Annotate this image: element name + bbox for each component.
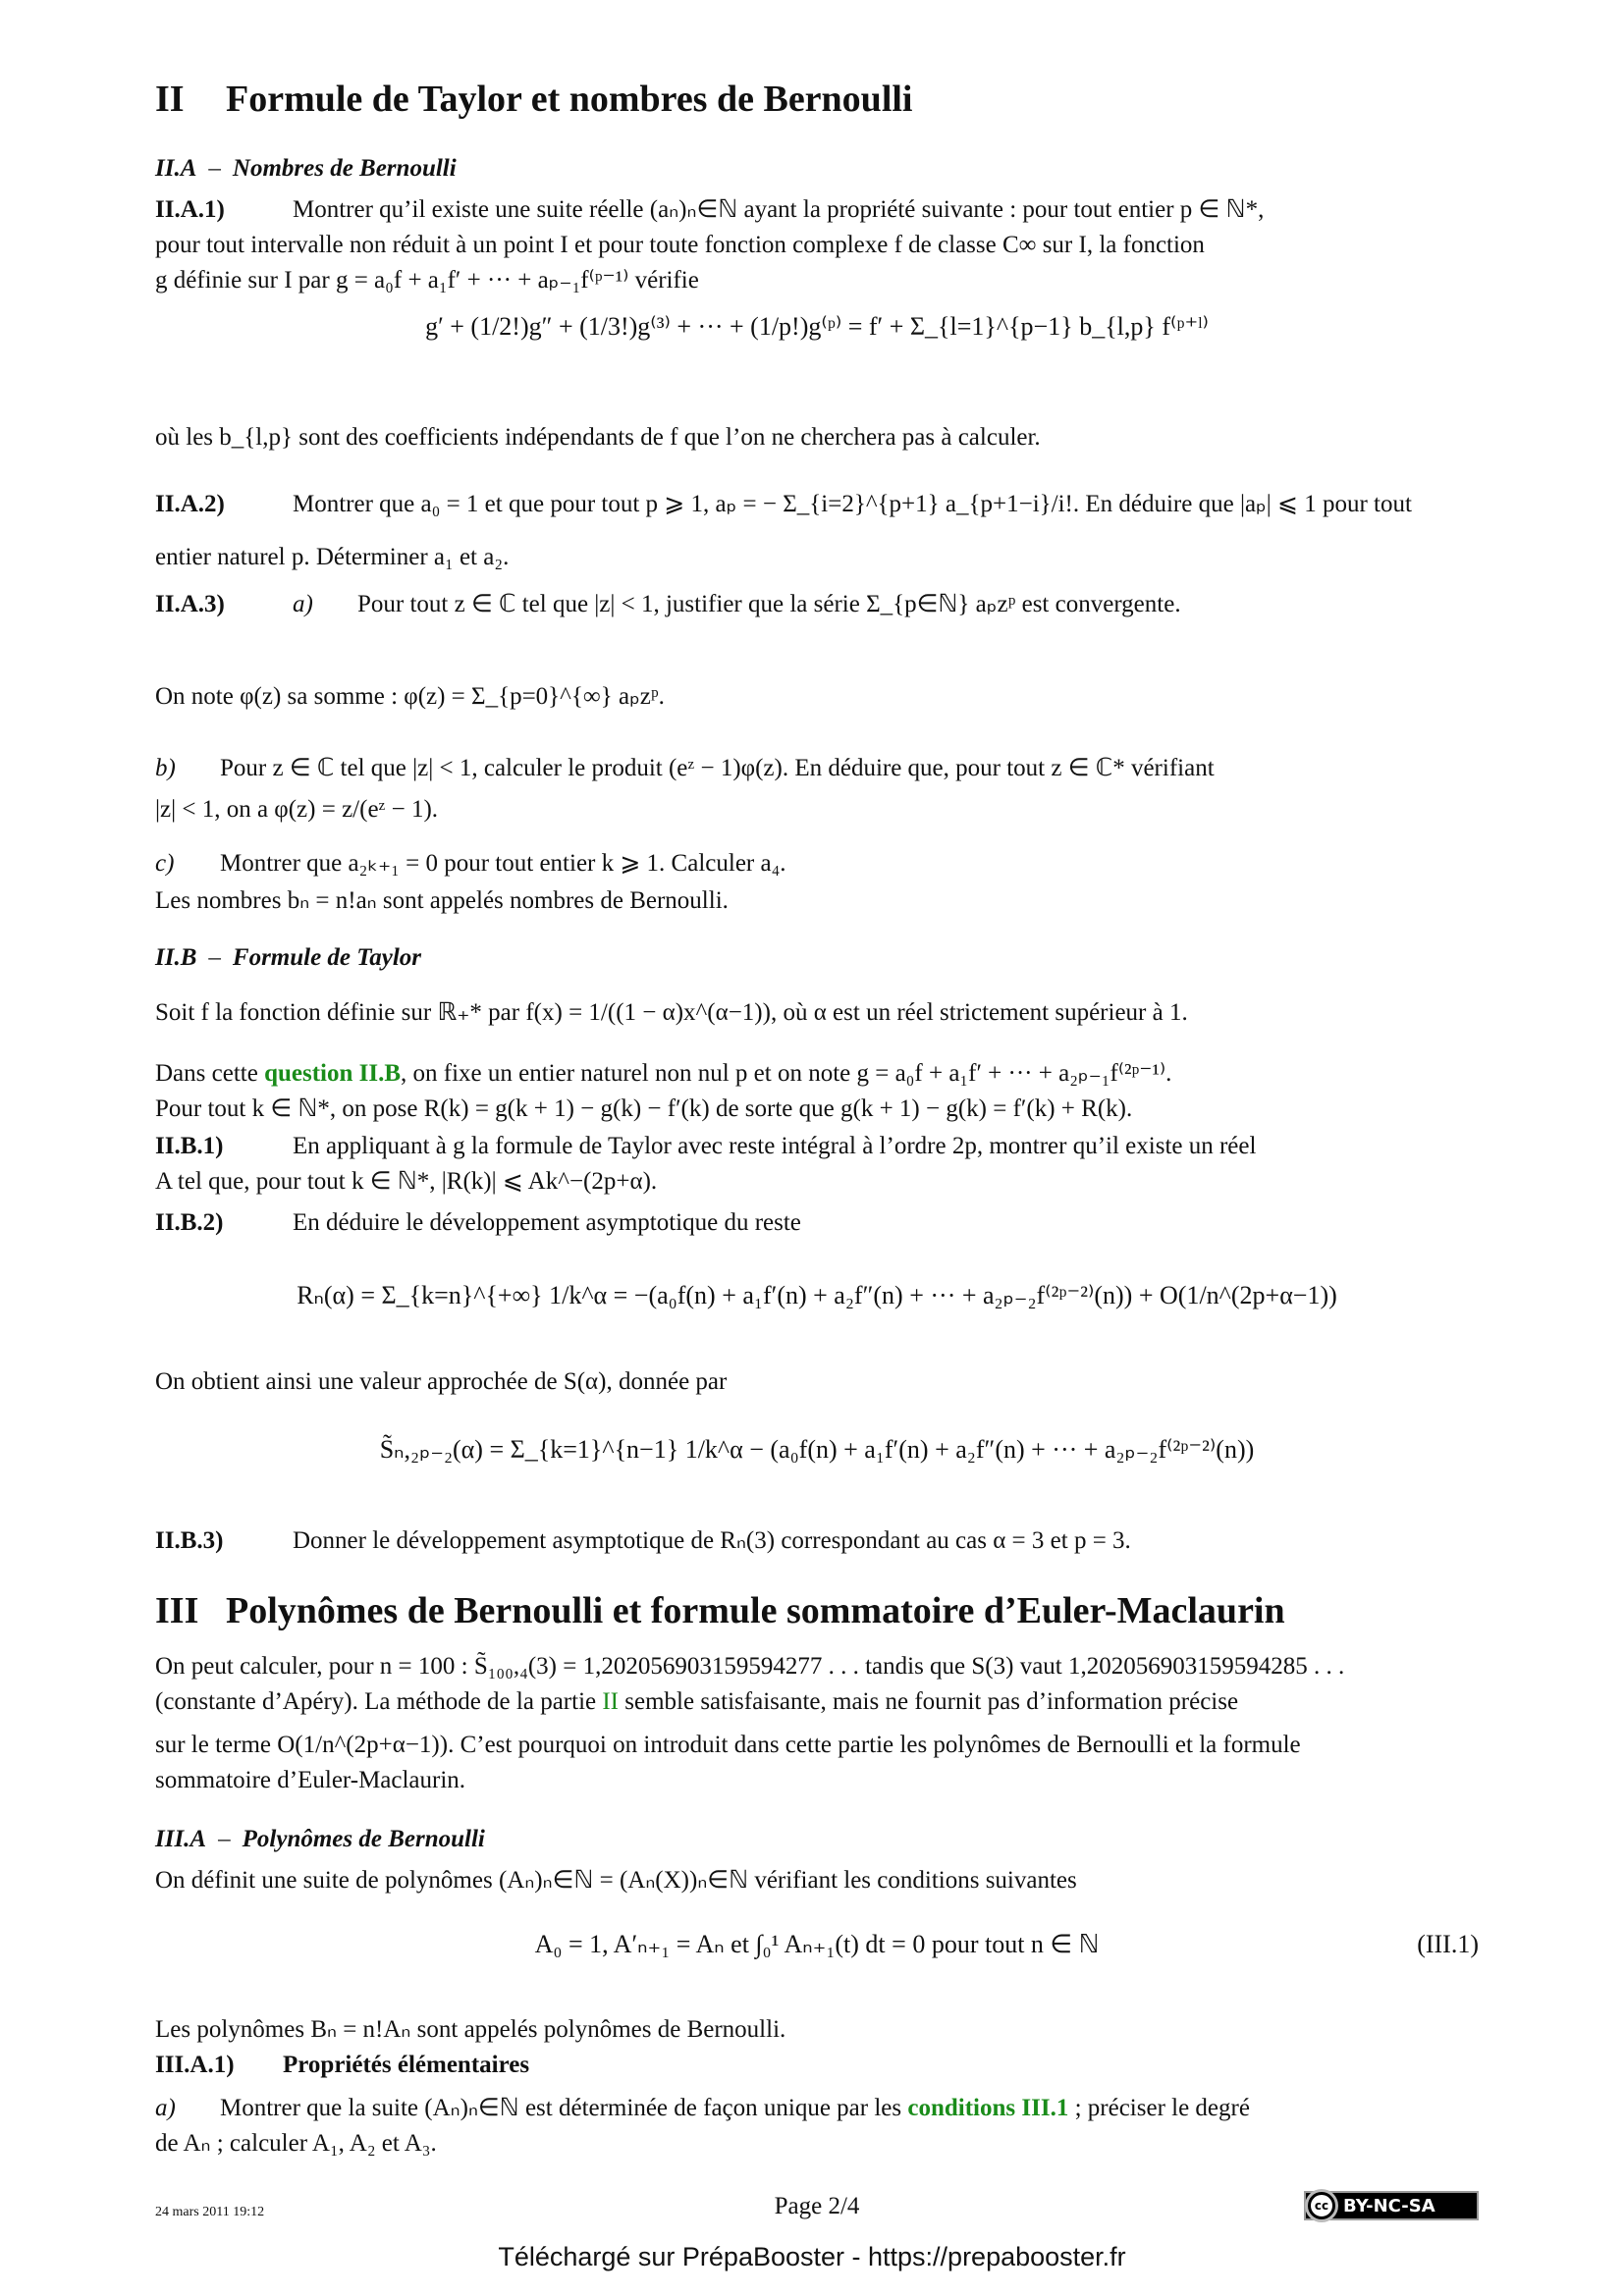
- question-text: Montrer que a₂ₖ₊₁ = 0 pour tout entier k ⩾ 1. Calculer a₄.: [220, 850, 786, 877]
- equation-III-1: [155, 1930, 1479, 1959]
- equation-body: A₀ = 1, A′ₙ₊₁ = Aₙ et ∫₀¹ Aₙ₊₁(t) dt = 0 pour tout n ∈ ℕ: [534, 1930, 1100, 1958]
- subquestion-label-c: c): [155, 850, 175, 877]
- license-badge: [1304, 2191, 1479, 2220]
- section-number: III: [155, 1590, 199, 1631]
- text: On peut calculer, pour n = 100 : S̃₁₀₀,₄(3) = 1,202056903159594277 . . . tandis que S(3) vaut 1,202056903159594285 . . .: [155, 1653, 1345, 1680]
- subsection-title: Polynômes de Bernoulli: [242, 1826, 485, 1852]
- question-II-A-1: [155, 192, 1479, 298]
- paragraph-phi-definition: On note φ(z) sa somme : φ(z) = Σ_{p=0}^{∞} aₚzᵖ.: [155, 683, 665, 710]
- link-conditions-III-1[interactable]: conditions III.1: [907, 2095, 1069, 2121]
- question-label: II.B.3): [155, 1527, 224, 1554]
- text: de Aₙ ; calculer A₁, A₂ et A₃.: [155, 2130, 437, 2157]
- subsection-title: Nombres de Bernoulli: [232, 155, 457, 182]
- text: sommatoire d’Euler-Maclaurin.: [155, 1767, 466, 1793]
- subsection-number: II.B: [155, 944, 197, 971]
- question-label: II.B.1): [155, 1133, 224, 1159]
- paragraph-bernoulli-numbers: Les nombres bₙ = n!aₙ sont appelés nombres de Bernoulli.: [155, 887, 729, 914]
- equation-approximation: S̃ₙ,₂ₚ₋₂(α) = Σ_{k=1}^{n−1} 1/k^α − (a₀f(n) + a₁f′(n) + a₂f″(n) + ··· + a₂ₚ₋₂f⁽²ᵖ⁻²⁾(n)): [379, 1435, 1255, 1464]
- link-part-II[interactable]: II: [602, 1688, 620, 1715]
- subquestion-c: [155, 846, 1479, 881]
- text: , on fixe un entier naturel non nul p et on note g = a₀f + a₁f′ + ··· + a₂ₚ₋₁f⁽²ᵖ⁻¹⁾.: [401, 1060, 1172, 1087]
- paragraph-bernoulli-polynomials: Les polynômes Bₙ = n!Aₙ sont appelés polynômes de Bernoulli.: [155, 2016, 786, 2043]
- text: (constante d’Apéry). La méthode de la partie: [155, 1688, 603, 1715]
- question-III-A-1-heading: [155, 2048, 1479, 2083]
- question-II-A-3: [155, 587, 1479, 622]
- subsection-heading-II-B: II.B – Formule de Taylor: [155, 944, 422, 971]
- download-notice: Téléchargé sur PrépaBooster - https://prepabooster.fr: [498, 2242, 1126, 2271]
- subsection-number: III.A: [155, 1826, 207, 1852]
- question-label: II.A.1): [155, 196, 225, 223]
- equation-number: (III.1): [1417, 1930, 1479, 1958]
- section-title: Polynômes de Bernoulli et formule sommatoire d’Euler-Maclaurin: [226, 1590, 1285, 1631]
- equation-remainder: Rₙ(α) = Σ_{k=n}^{+∞} 1/k^α = −(a₀f(n) + a₁f′(n) + a₂f″(n) + ··· + a₂ₚ₋₂f⁽²ᵖ⁻²⁾(n)) + O(1/n^(2p+α−1)): [297, 1281, 1337, 1309]
- paragraph-section-III-intro: [155, 1649, 1479, 1798]
- question-label: II.A.2): [155, 491, 225, 517]
- paragraph-polynomials-definition: On définit une suite de polynômes (Aₙ)ₙ∈ℕ = (Aₙ(X))ₙ∈ℕ vérifiant les conditions suivantes: [155, 1867, 1077, 1894]
- subsection-heading-II-A: II.A – Nombres de Bernoulli: [155, 155, 457, 182]
- question-II-B-1: [155, 1129, 1479, 1200]
- section-title: Formule de Taylor et nombres de Bernoulli: [226, 79, 913, 120]
- question-label: II.A.3): [155, 591, 225, 617]
- subsection-title: Formule de Taylor: [232, 944, 422, 971]
- subsection-heading-III-A: III.A – Polynômes de Bernoulli: [155, 1826, 485, 1852]
- question-text: entier naturel p. Déterminer a₁ et a₂.: [155, 544, 510, 570]
- paragraph-coefficients: où les b_{l,p} sont des coefficients indépendants de f que l’on ne cherchera pas à calculer.: [155, 424, 1041, 451]
- text: Montrer que la suite (Aₙ)ₙ∈ℕ est déterminée de façon unique par les: [220, 2095, 908, 2121]
- paragraph-function-f: Soit f la fonction définie sur ℝ₊* par f(x) = 1/((1 − α)x^(α−1)), où α est un réel strictement supérieur à 1.: [155, 999, 1188, 1026]
- question-title: Propriétés élémentaires: [283, 2052, 530, 2078]
- section-heading-II: [155, 77, 1479, 122]
- question-text: Montrer que a₀ = 1 et que pour tout p ⩾ 1, aₚ = − Σ_{i=2}^{p+1} a_{p+1−i}/i!. En déduire que |aₚ| ⩽ 1 pour tout: [293, 491, 1412, 517]
- question-text: |z| < 1, on a φ(z) = z/(eᶻ − 1).: [155, 796, 439, 823]
- question-label: II.B.2): [155, 1209, 224, 1236]
- text: ; préciser le degré: [1068, 2095, 1250, 2121]
- link-question-II-B[interactable]: question II.B: [264, 1060, 402, 1087]
- question-text: Pour tout z ∈ ℂ tel que |z| < 1, justifier que la série Σ_{p∈ℕ} aₚzᵖ est convergente.: [357, 591, 1181, 617]
- subquestion-label-a: a): [293, 591, 313, 617]
- section-heading-III: [155, 1588, 1479, 1633]
- paragraph-approximation: On obtient ainsi une valeur approchée de S(α), donnée par: [155, 1368, 728, 1395]
- equation-II-A-1: g′ + (1/2!)g″ + (1/3!)g⁽³⁾ + ··· + (1/p!)g⁽ᵖ⁾ = f′ + Σ_{l=1}^{p−1} b_{l,p} f⁽ᵖ⁺ˡ⁾: [425, 312, 1209, 341]
- footer-page-number: Page 2/4: [774, 2193, 860, 2219]
- subquestion-label-a: a): [155, 2095, 176, 2121]
- question-text: pour tout intervalle non réduit à un point I et pour toute fonction complexe f de classe C∞ sur I, la fonction: [155, 232, 1205, 258]
- question-text: A tel que, pour tout k ∈ ℕ*, |R(k)| ⩽ Ak^−(2p+α).: [155, 1168, 658, 1195]
- question-II-B-3: [155, 1523, 1479, 1559]
- license-text: BY-NC-SA: [1343, 2195, 1435, 2216]
- text: semble satisfaisante, mais ne fournit pas d’information précise: [619, 1688, 1239, 1715]
- question-text: g définie sur I par g = a₀f + a₁f′ + ··· + aₚ₋₁f⁽ᵖ⁻¹⁾ vérifie: [155, 267, 699, 294]
- question-II-A-2: [155, 487, 1479, 575]
- text: Dans cette: [155, 1060, 265, 1087]
- subquestion-label-b: b): [155, 755, 176, 781]
- section-number: II: [155, 79, 185, 120]
- subsection-number: II.A: [155, 155, 197, 182]
- question-text: Montrer qu’il existe une suite réelle (aₙ)ₙ∈ℕ ayant la propriété suivante : pour tout entier p ∈ ℕ*,: [293, 196, 1265, 223]
- question-text: Pour z ∈ ℂ tel que |z| < 1, calculer le produit (eᶻ − 1)φ(z). En déduire que, pour tout z ∈ ℂ* vérifiant: [220, 755, 1215, 781]
- subquestion-III-A-1-a: [155, 2091, 1479, 2162]
- question-text: Donner le développement asymptotique de Rₙ(3) correspondant au cas α = 3 et p = 3.: [293, 1527, 1131, 1554]
- question-text: En déduire le développement asymptotique du reste: [293, 1209, 801, 1236]
- footer-date: 24 mars 2011 19:12: [155, 2205, 265, 2219]
- cc-icon: cc: [1308, 2192, 1335, 2219]
- question-label: III.A.1): [155, 2052, 235, 2078]
- question-text: En appliquant à g la formule de Taylor avec reste intégral à l’ordre 2p, montrer qu’il existe un réel: [293, 1133, 1257, 1159]
- question-II-B-2: [155, 1205, 1479, 1241]
- paragraph-R-definition: Pour tout k ∈ ℕ*, on pose R(k) = g(k + 1) − g(k) − f′(k) de sorte que g(k + 1) − g(k) = f′(k) + R(k).: [155, 1095, 1133, 1122]
- text: sur le terme O(1/n^(2p+α−1)). C’est pourquoi on introduit dans cette partie les polynômes de Bernoulli et la formule: [155, 1732, 1301, 1758]
- paragraph-question-II-B: [155, 1056, 1479, 1127]
- subquestion-b: [155, 751, 1479, 828]
